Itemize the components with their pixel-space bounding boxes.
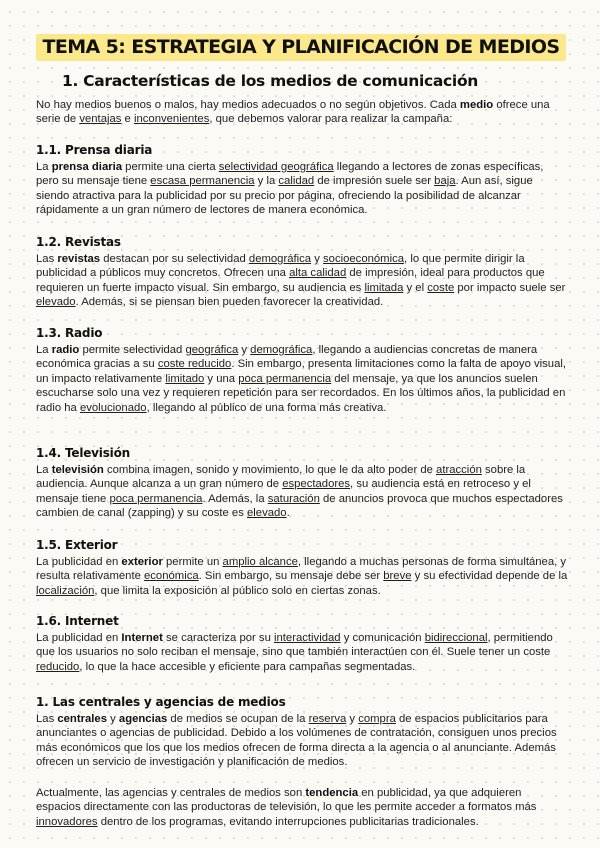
bold-term: agencias (118, 713, 168, 725)
section-heading: 1.5. Exterior (36, 538, 118, 552)
section-centrales-agencias (36, 695, 568, 770)
bold-term: televisión (51, 464, 104, 476)
underlined-term: limitado (165, 372, 205, 385)
underlined-term: económica (144, 570, 199, 583)
section-internet (36, 614, 568, 674)
underlined-term: socioeconómica (323, 253, 405, 265)
bold-term: Internet (121, 632, 163, 644)
underlined-term: saturación (267, 492, 320, 505)
section-paragraph: Actualmente, las agencias y centrales de medios son tendencia en publicidad, ya que adquieren espacios directamente con las productoras de televisión, lo que les permite acceder a formatos más innovadores dentro de los programas, evitando interrupciones publicitarias tradicionales. (36, 787, 537, 828)
underlined-term: elevado (247, 507, 287, 520)
section-heading-characteristics: 1. Características de los medios de comunicación (62, 72, 479, 90)
section-paragraph: Las revistas destacan por su selectividad demográfica y socioeconómica, lo que permite dirigir la publicidad a públicos muy concretos. Ofrecen una alta calidad de impresión, ideal para productos que requieren un fuerte impacto visual. Sin embargo, su audiencia es limitada y el coste por impacto suele ser elevado. Además, si se piensan bien pueden favorecer la creatividad. (36, 253, 566, 309)
section-heading: 1.2. Revistas (36, 235, 121, 249)
underlined-term: bidireccional (424, 632, 488, 644)
section-paragraph: Las centrales y agencias de medios se ocupan de la reserva y compra de espacios publicitarios para anunciantes o agencias de publicidad. Debido a los volúmenes de contratación, consiguen unos precios más económicos que los que los medios ofrecen de forma directa a la agencia o al anunciante. Además ofrecen un servicio de investigación y planificación de medios. (36, 713, 557, 769)
underlined-term: elevado (36, 296, 76, 309)
section-paragraph: La prensa diaria permite una cierta selectividad geográfica llegando a lectores de zonas específicas, pero su mensaje tiene escasa permanencia y la calidad de impresión suele ser baja. Aun así, sigue siendo atractiva para la publicidad por su precio por página, ofreciendo la posibilidad de alcanzar rápidamente a un gran número de lectores de manera económica. (36, 161, 544, 217)
underlined-term: selectividad geográfica (218, 161, 334, 173)
section-radio (36, 326, 568, 415)
section-heading: 1.1. Prensa diaria (36, 143, 153, 157)
section-tendencia (36, 786, 568, 829)
underlined-term: calidad (278, 175, 315, 188)
bold-term: exterior (121, 556, 163, 568)
underlined-term: interactividad (274, 632, 341, 644)
intro-block (36, 98, 568, 127)
section-paragraph: La publicidad en exterior permite un amplio alcance, llegando a muchas personas de forma simultánea, y resulta relativamente económica. Sin embargo, su mensaje debe ser breve y su efectividad depende de la localización, que limita la exposición al público solo en ciertas zonas. (36, 556, 568, 597)
section-heading: 1.4. Televisión (36, 446, 130, 460)
underlined-term: evolucionado (79, 401, 147, 414)
bold-term: tendencia (305, 787, 359, 799)
section-paragraph: La publicidad en Internet se caracteriza por su interactividad y comunicación bidireccional, permitiendo que los usuarios no solo reciban el mensaje, sino que también interactúen con él. Suele tener un coste reducido, lo que la hace accesible y eficiente para campañas segmentadas. (36, 632, 553, 673)
section-exterior (36, 538, 568, 598)
bold-term: revistas (57, 253, 101, 265)
bold-term: medio (459, 99, 494, 111)
underlined-term: poca permanencia (238, 372, 332, 385)
section-heading: 1. Las centrales y agencias de medios (36, 695, 286, 709)
bold-term: centrales (57, 713, 107, 725)
underlined-term: espectadores (282, 478, 351, 491)
bold-term: prensa diaria (51, 161, 123, 173)
underlined-term: demográfica (248, 253, 312, 265)
section-paragraph: La radio permite selectividad geográfica y demográfica, llegando a audiencias concretas de manera económica gracias a su coste reducido. Sin embargo, presenta limitaciones como la falta de apoyo visual, un impacto relativamente limitado y una poca permanencia del mensaje, ya que los anuncios suelen escucharse solo una vez y requieren repetición para ser recordados. En los últimos años, la publicidad en radio ha evolucionado, llegando al público de una forma más creativa. (36, 344, 567, 414)
underlined-term: reserva (308, 713, 347, 725)
section-paragraph: La televisión combina imagen, sonido y movimiento, lo que le da alto poder de atracción sobre la audiencia. Aunque alcanza a un gran número de espectadores, su audiencia está en retroceso y el mensaje tiene poca permanencia. Además, la saturación de anuncios provoca que muchos espectadores cambien de canal (zapping) y su coste es elevado. (36, 464, 563, 520)
underlined-term: coste reducido (157, 358, 232, 371)
section-heading: 1.3. Radio (36, 326, 103, 340)
underlined-term: poca permanencia (109, 492, 203, 505)
section-heading: 1.6. Internet (36, 614, 119, 628)
underlined-term: coste (427, 281, 455, 294)
underlined-term: limitada (364, 281, 404, 294)
underlined-term: ventajas (79, 113, 122, 126)
bold-term: radio (51, 344, 80, 356)
underlined-term: geográfica (185, 344, 239, 356)
underlined-term: inconvenientes (133, 113, 210, 126)
section-revistas (36, 235, 568, 310)
underlined-term: atracción (436, 464, 482, 476)
underlined-term: breve (383, 570, 412, 583)
underlined-term: alta calidad (289, 267, 347, 280)
underlined-term: innovadores (36, 815, 98, 828)
intro-paragraph: No hay medios buenos o malos, hay medios adecuados o no según objetivos. Cada medio ofrece una serie de ventajas e inconvenientes, que debemos valorar para realizar la campaña: (36, 99, 550, 126)
underlined-term: escasa permanencia (150, 175, 255, 188)
underlined-term: amplio alcance (222, 556, 298, 568)
underlined-term: compra (358, 713, 396, 725)
document-title: TEMA 5: ESTRATEGIA Y PLANIFICACIÓN DE MEDIOS (36, 34, 566, 61)
underlined-term: localización (36, 584, 95, 597)
underlined-term: demográfica (250, 344, 313, 356)
section-television (36, 446, 568, 521)
underlined-term: baja (434, 175, 456, 188)
section-prensa-diaria (36, 143, 568, 218)
underlined-term: reducido (36, 660, 80, 673)
